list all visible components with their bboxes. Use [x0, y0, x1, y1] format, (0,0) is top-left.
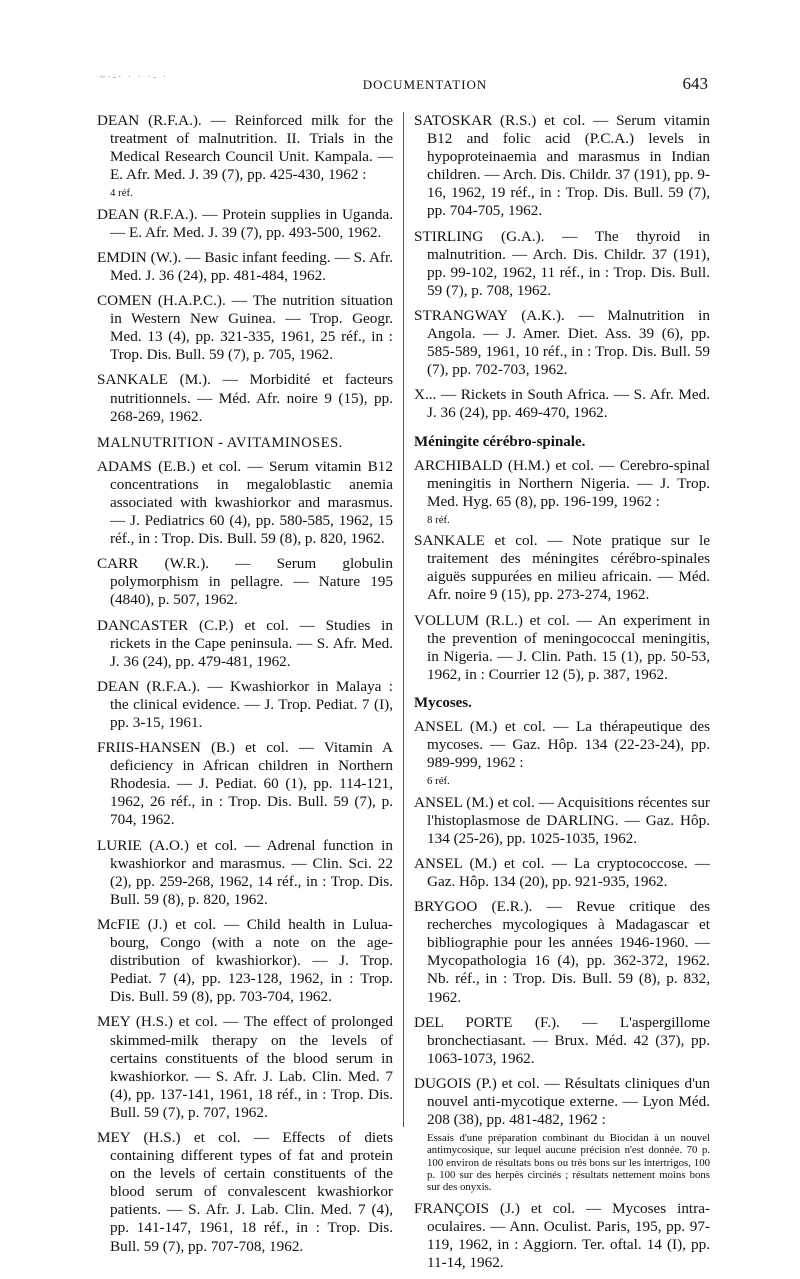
bibliography-entry: SANKALE et col. — Note pratique sur le traitement des méningites cérébro-spinales aiguës suppurées en milieu africain. — Méd. Afr. noire 9 (15), pp. 273-274, 1962.	[414, 532, 710, 604]
section-heading: Mycoses.	[414, 694, 472, 711]
bibliography-entry: LURIE (A.O.) et col. — Adrenal function in kwashiorkor and marasmus. — Clin. Sci. 22 (2), pp. 259-268, 1962, 14 réf., in : Trop. Dis. Bull. 59 (8), p. 820, 1962.	[97, 836, 393, 908]
bibliography-entry: ANSEL (M.) et col. — La cryptococcose. — Gaz. Hôp. 134 (20), pp. 921-935, 1962.	[414, 854, 710, 890]
bibliography-entry: DEL PORTE (F.). — L'aspergillome bronchectiasant. — Brux. Méd. 42 (37), pp. 1063-1073, 1962.	[414, 1013, 710, 1067]
bibliography-entry: EMDIN (W.). — Basic infant feeding. — S. Afr. Med. J. 36 (24), pp. 481-484, 1962.	[97, 248, 393, 284]
bibliography-entry: DANCASTER (C.P.) et col. — Studies in rickets in the Cape peninsula. — S. Afr. Med. J. 36 (24), pp. 479-481, 1962.	[97, 616, 393, 670]
bibliography-entry: ANSEL (M.) et col. — Acquisitions récentes sur l'histoplasmose de DARLING. — Gaz. Hôp. 134 (25-26), pp. 1025-1035, 1962.	[414, 793, 710, 847]
bibliography-entry: COMEN (H.A.P.C.). — The nutrition situation in Western New Guinea. — Trop. Geogr. Med. 13 (4), pp. 321-335, 1961, 25 réf., in : Trop. Dis. Bull. 59 (7), p. 705, 1962.	[97, 292, 393, 364]
entry-note: 4 réf.	[110, 187, 133, 200]
entry-note: Essais d'une préparation combinant du Biocidan à un nouvel antimycosique, sur lequel aucune précision n'est donnée. 70 p. 100 environ de résultats bons ou très bons sur les intertrigos, 100 p. 100 sur des herpès circinés ; résultats nettement moins bons sur des onyxis.	[427, 1132, 710, 1194]
bibliography-entry: BRYGOO (E.R.). — Revue critique des recherches mycologiques à Madagascar et bibliographie pour les années 1946-1960. — Mycopathologia 16 (4), pp. 362-372, 1962. Nb. réf., in : Trop. Dis. Bull. 59 (8), p. 832, 1962.	[414, 898, 710, 1006]
entry-note: 6 réf.	[427, 775, 450, 788]
bibliography-entry: SATOSKAR (R.S.) et col. — Serum vitamin B12 and folic acid (P.C.A.) levels in hypoproteinaemia and marasmus in Indian children. — Arch. Dis. Childr. 37 (191), pp. 9-16, 1962, 19 réf., in : Trop. Dis. Bull. 59 (7), pp. 704-705, 1962.	[414, 112, 710, 220]
running-title: DOCUMENTATION	[362, 77, 488, 92]
column-divider	[403, 112, 404, 1127]
bibliography-entry: MEY (H.S.) et col. — The effect of prolonged skimmed-milk therapy on the levels of certains constituents of the blood serum in kwashiorkor. — S. Afr. J. Lab. Clin. Med. 7 (4), pp. 137-141, 1961, 18 réf., in : Trop. Dis. Bull. 59 (7), p. 707, 1962.	[97, 1013, 393, 1121]
bibliography-entry: DEAN (R.F.A.). — Kwashiorkor in Malaya : the clinical evidence. — J. Trop. Pediat. 7 (I), pp. 3-15, 1961.	[97, 677, 393, 732]
bibliography-entry: FRIIS-HANSEN (B.) et col. — Vitamin A deficiency in African children in Northern Rhodesia. — J. Pediat. 60 (1), pp. 114-121, 1962, 26 réf., in : Trop. Dis. Bull. 59 (7), p. 704, 1962.	[97, 739, 393, 829]
section-heading: Méningite cérébro-spinale.	[414, 433, 586, 450]
bibliography-entry: VOLLUM (R.L.) et col. — An experiment in the prevention of meningococcal meningitis, in Nigeria. — J. Clin. Path. 15 (1), pp. 50-53, 1962, in : Courrier 12 (5), p. 387, 1962.	[414, 611, 710, 683]
bibliography-entry: ARCHIBALD (H.M.) et col. — Cerebro-spinal meningitis in Northern Nigeria. — J. Trop. Med. Hyg. 65 (8), pp. 196-199, 1962 :	[414, 456, 710, 510]
bibliography-entry: STIRLING (G.A.). — The thyroid in malnutrition. — Arch. Dis. Childr. 37 (191), pp. 99-102, 1962, 11 réf., in : Trop. Dis. Bull. 59 (7), p. 708, 1962.	[414, 227, 710, 299]
bibliography-entry: SANKALE (M.). — Morbidité et facteurs nutritionnels. — Méd. Afr. noire 9 (15), pp. 268-269, 1962.	[97, 371, 393, 425]
page-number: 643	[682, 74, 708, 93]
bibliography-entry: FRANÇOIS (J.) et col. — Mycoses intra-oculaires. — Ann. Oculist. Paris, 195, pp. 97-119, 1962, in : Aggiorn. Ter. oftal. 14 (I), pp. 11-14, 1962.	[414, 1199, 710, 1271]
section-heading: MALNUTRITION - AVITAMINOSES.	[97, 434, 343, 451]
right-column	[414, 112, 710, 1279]
bibliography-entry: DEAN (R.F.A.). — Protein supplies in Uganda. — E. Afr. Med. J. 39 (7), pp. 493-500, 1962.	[97, 205, 393, 241]
bibliography-entry: McFIE (J.) et col. — Child health in Lulua-bourg, Congo (with a note on the age-distribution of kwashiorkor). — J. Trop. Pediat. 7 (4), pp. 123-128, 1962, in : Trop. Dis. Bull. 59 (8), pp. 703-704, 1962.	[97, 915, 393, 1006]
bibliography-entry: ANSEL (M.) et col. — La thérapeutique des mycoses. — Gaz. Hôp. 134 (22-23-24), pp. 989-999, 1962 :	[414, 718, 710, 772]
left-column	[97, 112, 393, 1263]
bibliography-entry: X... — Rickets in South Africa. — S. Afr. Med. J. 36 (24), pp. 469-470, 1962.	[414, 386, 710, 422]
bibliography-entry: ADAMS (E.B.) et col. — Serum vitamin B12 concentrations in megaloblastic anemia associated with kwashiorkor and marasmus. — J. Pediatrics 60 (4), pp. 580-585, 1962, 15 réf., in : Trop. Dis. Bull. 59 (8), p. 820, 1962.	[97, 457, 393, 548]
scan-smudge: ~·-· · · ·- ·	[100, 72, 169, 83]
bibliography-entry: DUGOIS (P.) et col. — Résultats cliniques d'un nouvel anti-mycotique externe. — Lyon Méd. 208 (38), pp. 481-482, 1962 :	[414, 1074, 710, 1129]
bibliography-entry: CARR (W.R.). — Serum globulin polymorphism in pellagre. — Nature 195 (4840), p. 507, 1962.	[97, 555, 393, 609]
entry-note: 8 réf.	[427, 513, 450, 526]
bibliography-entry: STRANGWAY (A.K.). — Malnutrition in Angola. — J. Amer. Diet. Ass. 39 (6), pp. 585-589, 1961, 10 réf., in : Trop. Dis. Bull. 59 (7), pp. 702-703, 1962.	[414, 306, 710, 379]
bibliography-entry: DEAN (R.F.A.). — Reinforced milk for the treatment of malnutrition. II. Trials in the Medical Research Council Unit. Kampala. — E. Afr. Med. J. 39 (7), pp. 425-430, 1962 :	[97, 112, 393, 184]
bibliography-entry: MEY (H.S.) et col. — Effects of diets containing different types of fat and protein on the levels of certain constituents of the blood serum of convalescent kwashiorkor patients. — S. Afr. J. Lab. Clin. Med. 7 (4), pp. 141-147, 1961, 18 réf., in : Trop. Dis. Bull. 59 (7), pp. 707-708, 1962.	[97, 1128, 393, 1255]
